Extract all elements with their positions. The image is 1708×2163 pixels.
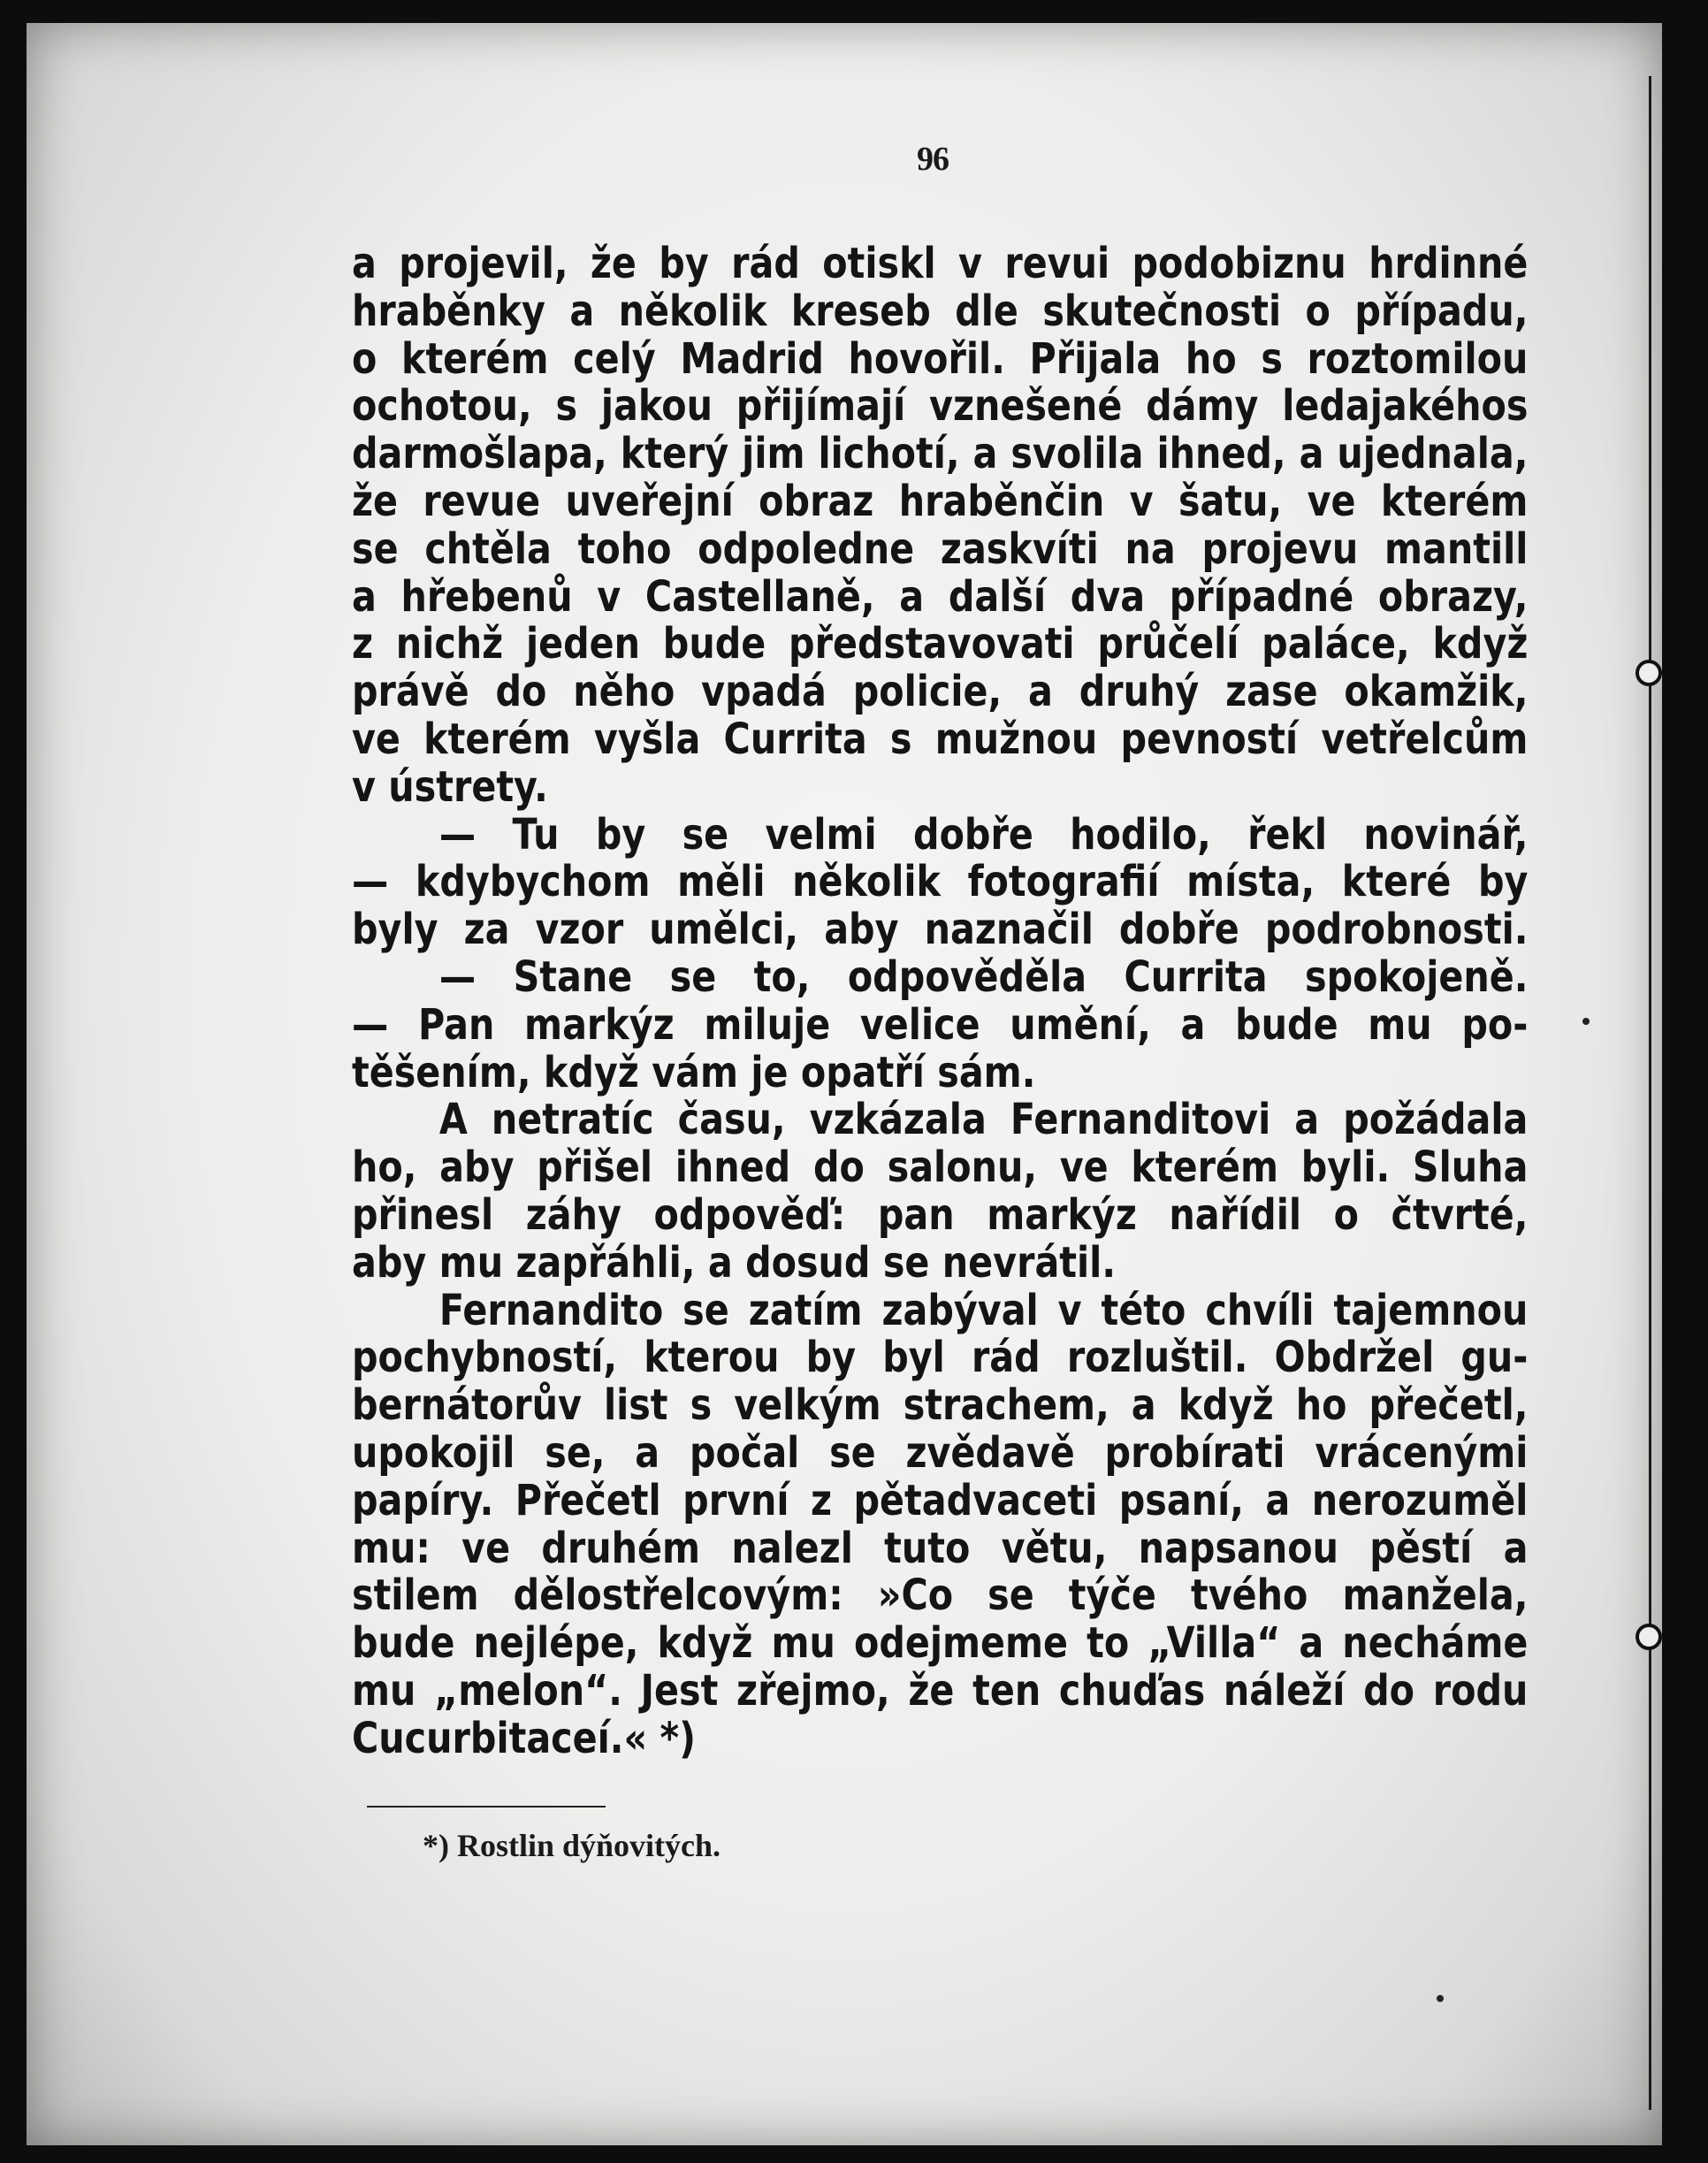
binding-ring-icon [1636, 660, 1662, 686]
text-line: — Tu by se velmi dobře hodilo, řekl novinář, [438, 809, 1529, 860]
text-line: o kterém celý Madrid hovořil. Přijala ho s roztomilou [352, 333, 1529, 384]
footnote: *) Rostlin dýňovitých. [423, 1828, 721, 1863]
ink-speck [1582, 1018, 1590, 1025]
text-line: a projevil, že by rád otiskl v revui podobiznu hrdinné [352, 239, 1529, 288]
text-line: v ústrety. [352, 761, 548, 812]
text-line: — Pan markýz miluje velice umění, a bude mu po- [352, 999, 1529, 1050]
text-line: z nichž jeden bude představovati průčelí paláce, když [352, 619, 1529, 669]
text-line: upokojil se, a počal se zvědavě probírati vrácenými [352, 1427, 1529, 1478]
text-line: ochotou, s jakou přijímají vznešené dámy ledajakéhos [352, 381, 1529, 432]
binding-ring-icon [1636, 1624, 1662, 1650]
text-line: bude nejlépe, když mu odejmeme to „Villa“ a necháme [352, 1618, 1529, 1669]
text-line: přinesl záhy odpověď: pan markýz nařídil o čtvrté, [352, 1189, 1529, 1240]
text-line: Fernandito se zatím zabýval v této chvíli tajemnou [438, 1285, 1529, 1335]
text-line: aby mu zapřáhli, a dosud se nevrátil. [352, 1237, 1117, 1288]
text-line: hraběnky a několik kreseb dle skutečnosti o případu, [352, 286, 1529, 336]
text-line: právě do něho vpadá policie, a druhý zase okamžik, [352, 667, 1529, 717]
footnote-divider [367, 1806, 606, 1808]
text-line: bernátorův list s velkým strachem, a když ho přečetl, [352, 1380, 1529, 1431]
text-line: ve kterém vyšla Currita s mužnou pevností vetřelcům [352, 714, 1529, 764]
text-line: se chtěla toho odpoledne zaskvíti na projevu mantill [352, 524, 1529, 574]
text-line: těšením, když vám je opatří sám. [352, 1047, 1036, 1097]
text-line: A netratíc času, vzkázala Fernanditovi a požádala [438, 1095, 1529, 1145]
text-line: a hřebenů v Castellaně, a další dva případné obrazy, [352, 571, 1529, 622]
page-number: 96 [917, 141, 949, 178]
text-line: darmošlapa, který jim lichotí, a svolila ihned, a ujednala, [352, 429, 1529, 479]
text-line: papíry. Přečetl první z pětadvaceti psaní, a nerozuměl [352, 1475, 1529, 1525]
text-line: mu „melon“. Jest zřejmo, že ten chuďas náleží do rodu [352, 1665, 1529, 1716]
text-line: — kdybychom měli několik fotografií místa, které by [352, 857, 1529, 907]
ink-speck [1437, 1995, 1444, 2002]
body-text [352, 239, 1529, 1763]
page-edge-rule [1649, 76, 1651, 2110]
text-line: Cucurbitaceí.« *) [352, 1713, 696, 1763]
text-line: pochybností, kterou by byl rád rozluštil. Obdržel gu- [352, 1333, 1529, 1383]
text-line: stilem dělostřelcovým: »Co se týče tvého manžela, [352, 1571, 1529, 1621]
text-line: že revue uveřejní obraz hraběnčin v šatu, ve kterém [352, 476, 1529, 526]
text-line: mu: ve druhém nalezl tuto větu, napsanou pěstí a [352, 1523, 1529, 1573]
text-line: — Stane se to, odpověděla Currita spokojeně. [438, 952, 1529, 1002]
text-line: byly za vzor umělci, aby naznačil dobře podrobnosti. [352, 905, 1529, 955]
text-line: ho, aby přišel ihned do salonu, ve kterém byli. Sluha [352, 1143, 1529, 1193]
